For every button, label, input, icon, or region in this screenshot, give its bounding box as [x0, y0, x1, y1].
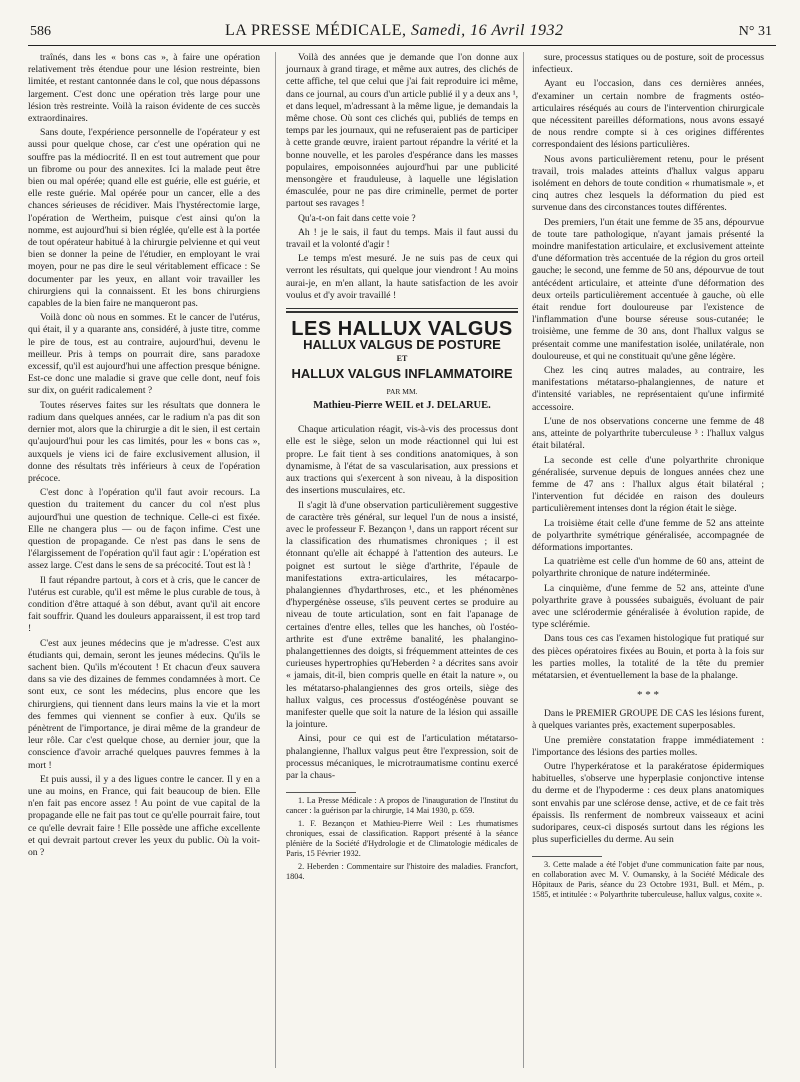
- column-1: [28, 52, 260, 861]
- footnote: 1. F. Bezançon et Mathieu-Pierre Weil : Les rhumatismes chroniques, essai de classification. Rapport présenté à la séance plénière de la Société d'Hydrologie et de Climatologie médicales de Paris, 15 Février 1932.: [286, 819, 518, 859]
- column-divider: [275, 52, 276, 1068]
- article-conjunction: ET: [396, 354, 408, 364]
- paragraph: C'est donc à l'opération qu'il faut avoir recours. La question du traitement du cancer du col n'est plus aujourd'hui une question de technique. Celle-ci est fixée. Elle ne changera plus — ou de façon infime. C'est une question de propagande. Ce n'est pas dans le sens de l'élargissement de l'opération qu'il faut agir : L'opération est assez large. C'est dans le sens de sa précocité. Tout est là !: [28, 487, 260, 572]
- paragraph: Dans le PREMIER GROUPE DE CAS les lésions furent, à quelques variantes près, exactement superposables.: [532, 708, 764, 732]
- paragraph: Le temps m'est mesuré. Je ne suis pas de ceux qui verront les résultats, qui quelque jour viendront ! Au moins aurai-je, en m'en allant, la haute satisfaction de les avoir voulus et d'y avoir travaillé !: [286, 253, 518, 301]
- paragraph: traînés, dans les « bons cas », à faire une opération relativement très étendue pour une lésion restreinte, bien limitée, et restant cantonnée dans le col, que nous dépassons largement. C'est donc une opération très large pour une lésion très restreinte. Voilà la raison évidente de ces succès extraordinaires.: [28, 52, 260, 125]
- paragraph: La seconde est celle d'une polyarthrite chronique généralisée, survenue depuis de longues années chez une femme de 47 ans : l'hallux algus était bilatéral ; l'intervention fut décidée en raison des douleurs particulièrement intenses dont la région était le siège.: [532, 454, 764, 515]
- paragraph: La cinquième, d'une femme de 52 ans, atteinte d'une polyarthrite grave à poussées subaiguës, évoluant de pair avec une sclérodermie généralisée à évolution rapide, de type sclérémie.: [532, 582, 764, 631]
- article-authors: Mathieu-Pierre WEIL et J. DELARUE.: [313, 400, 491, 412]
- paragraph: Voilà donc où nous en sommes. Et le cancer de l'utérus, qui était, il y a quarante ans, considéré, à juste titre, comme le pire de tous, est au contraire, aujourd'hui, devenu le meilleur. Pris à temps on pourrait dire, sans paradoxe excessif, qu'il est aujourd'hui une affection presque bénigne. Est-ce donc une maladie si grave que celle dont, neuf fois sur dix, on guérit radicalement ?: [28, 312, 260, 397]
- paragraph: Outre l'hyperkératose et la parakératose épidermiques habituelles, s'observe une hyperplasie conjonctive intense du derme et de l'hypoderme : ces deux plans anatomiques sont envahis par une sclérose dense, active, et de ce fait très épaissis. Ils renferment de nombreux vaisseaux et acini sudoripares, ceux-ci disposés surtout dans les régions les plus superficielles du derme. Au sein: [532, 760, 764, 846]
- article-separator: [286, 311, 518, 313]
- journal-title: [225, 22, 563, 40]
- page-number: 586: [30, 24, 51, 39]
- paragraph: sure, processus statiques ou de posture, soit de processus infectieux.: [532, 52, 764, 76]
- issue-number: N° 31: [738, 24, 772, 39]
- footnote-rule: [532, 856, 602, 857]
- paragraph: Ah ! je le sais, il faut du temps. Mais il faut aussi du travail et la volonté d'agir !: [286, 226, 518, 251]
- column-2: [286, 52, 518, 882]
- paragraph: C'est aux jeunes médecins que je m'adresse. C'est aux étudiants qui, demain, seront les jeunes médecins. Qu'ils le sachent bien. Qu'ils m'écoutent ! Et chacun d'eux sauvera dans sa vie des dizaines de femmes condamnées à mort. Ce sont eux, ce sont les médecins, plus encore que les chirurgiens, qui tiennent dans leurs mains la vie et la mort des femmes qui viennent se confier à eux. Qu'ils se pénètrent de l'importance, je dirai même de la grandeur de leur rôle. Car c'est quelque chose, au dernier jour, que la conscience d'avoir arraché quelques pauvres femmes à la mort !: [28, 637, 260, 771]
- article-subtitle: HALLUX VALGUS DE POSTURE: [303, 337, 501, 353]
- byline-prefix: PAR MM.: [386, 386, 418, 396]
- footnote: 1. La Presse Médicale : A propos de l'inauguration de l'Institut du cancer : la guérison par la chirurgie, 14 Mai 1930, p. 659.: [286, 796, 518, 816]
- paragraph: La quatrième est celle d'un homme de 60 ans, atteint de polyarthrite chronique de nature indéterminée.: [532, 556, 764, 580]
- paragraph: La troisième était celle d'une femme de 52 ans atteinte de polyarthrite symétrique généralisée, accompagnée de déformations importantes.: [532, 517, 764, 553]
- paragraph: Des premiers, l'un était une femme de 35 ans, dépourvue de toute tare pathologique, n'ayant jamais présenté la moindre manifestation articulaire, et exclusivement atteinte d'une déformation très accentuée de la région du gros orteil gauche; le second, une femme de 50 ans, dépourvue de tout antécédent articulaire, et atteinte d'une déformation des deux orteils particulièrement accentuée à gauche, où elle était rendue fort douloureuse par l'existence de l'inflammation d'une bourse séreuse sous-cutanée; le troisième, une femme de 30 ans, dont l'hallux valgus se présentait comme une manifestation isolée, unilatérale, non douloureuse, et qui ne constituait qu'une gêne légère.: [532, 216, 764, 362]
- paragraph: Il faut répandre partout, à cors et à cris, que le cancer de l'utérus est curable, qu'il est même le plus curable de tous, à condition d'être attaqué à son début, avant qu'il ait encore fait souffrir. Quand les douleurs apparaissent, il est trop tard !: [28, 574, 260, 635]
- newspaper-page: [20, 18, 778, 1068]
- article-heading: [286, 318, 518, 412]
- paragraph: Ainsi, pour ce qui est de l'articulation métatarso-phalangienne, l'hallux valgus peut être l'expression, soit de processus mécaniques, le microtraumatisme continu exercé par la chaus-: [286, 733, 518, 781]
- section-asterism: * * *: [637, 689, 659, 702]
- article-title: LES HALLUX VALGUS: [291, 318, 513, 341]
- paragraph: Et puis aussi, il y a des ligues contre le cancer. Il y en a une au moins, en France, qui fait beaucoup de bien. Elle n'en fait pas encore assez ! Au point de vue capital de la propagande elle ne fait pas tout ce qu'elle pourrait faire, tout ce qu'elle devrait faire ! Elle possède une affiche excellente et qui devrait partout crever les yeux du public. Où la voit-on ?: [28, 773, 260, 858]
- journal-name: LA PRESSE MÉDICALE,: [225, 22, 407, 39]
- paragraph: Chaque articulation réagit, vis-à-vis des processus dont elle est le siège, selon un mode réactionnel qui lui est propre. Le fait tient à ses conditions anatomiques, à son dynamisme, à l'état de sa vascularisation, aux pressions et aux tractions qui s'exercent à son niveau, à la disposition des insertions musculaires, etc.: [286, 424, 518, 497]
- column-divider: [523, 52, 524, 1068]
- paragraph: Il s'agit là d'une observation particulièrement suggestive de caractère très général, sur lequel l'un de nous a insisté, avec le professeur F. Bezançon ¹, dans un rapport récent sur la classification des rhumatismes chroniques ; il est étonnant qu'elle ait échappé à l'attention des auteurs. Le poignet est surtout le siège d'arthrite, l'épaule de manifestations extra-articulaires, les métacarpo-phalangiennes d'hydarthroses, etc., et les phénomènes d'hypergénèse osseuse, s'ils peuvent certes se produire au niveau de toute articulation, sont en fait l'apanage de certaines d'entre elles, telles que les hanches, où l'ostéo-arthrite est d'une extrême banalité, les phalangino-phalangettiennes des doigts, si fréquemment atteintes de ces curieuses hypertrophies qu'Heberden ² a décrites sans avoir « jamais, dit-il, bien compris quelle en était la nature », ou les métatarso-phalangiennes des gros orteils, siège des hallux valgus, ces processus d'ostéogénèse pouvant se manifester quelle que soit la nature de la lésion qui assaille la jointure.: [286, 499, 518, 731]
- footnote-rule: [286, 792, 356, 793]
- paragraph: Qu'a-t-on fait dans cette voie ?: [298, 212, 416, 224]
- paragraph: Voilà des années que je demande que l'on donne aux journaux à grand tirage, et même aux autres, des clichés de cette affiche, tel que celui que j'ai fait reproduire ici même, dans ce journal, au cours d'un article publié il y a deux ans ¹, et dans lequel, m'adressant à la même ligue, je demandais la même chose. Où sont ces clichés qui, publiés de temps en temps par les journaux, qui ne refuseraient pas de participer à cette grande œuvre, iraient partout répandre la vérité et la bonne nouvelle, et les paroles d'espérance dans les masses populaires, empoisonnées aujourd'hui par une publicité mensongère et frauduleuse, à laquelle une législation émasculée, pour ne pas dire criminelle, permet de porter partout ses ravages !: [286, 52, 518, 210]
- issue-date: Samedi, 16 Avril 1932: [411, 22, 564, 39]
- header-rule: [28, 45, 776, 46]
- page-header: [20, 18, 778, 46]
- paragraph: Sans doute, l'expérience personnelle de l'opérateur y est aussi pour quelque chose, car c'est une opération qui ne souffre pas la médiocrité. Il en est tout autrement que pour un fibrome ou pour des annexites. Ici la malade peut être bien ou mal opérée; quand elle est guérie, elle est guérie, et elle reste guérie. Mal opérée pour un cancer, elle a des chances sérieuses de récidiver. Mais l'hystérectomie large, l'opération de Wertheim, puisque c'est ainsi qu'on la nomme, est aujourd'hui si bien réglée, qu'elle est à la portée de tout opérateur habitué à la chirurgie pelvienne et qui veut bien se donner la peine de l'étudier, en employant le vrai moyen, pour ne pas dire le seul véritablement efficace : Se documenter par les yeux, en allant voir travailler les chirurgiens qui la connaissent. Et les bons chirurgiens capables de la bien faire ne manqueront pas.: [28, 127, 260, 310]
- article-separator: [286, 308, 518, 309]
- column-3: [532, 52, 764, 900]
- footnote: 3. Cette malade a été l'objet d'une communication faite par nous, en collaboration avec M. V. Oumansky, à la Société Médicale des Hôpitaux de Paris, séance du 23 Octobre 1931, Bull. et Mém., p. 1585, et intitulée : « Polyarthrite tuberculeuse, hallux valgus, coxite ».: [532, 860, 764, 900]
- article-subtitle: HALLUX VALGUS INFLAMMATOIRE: [291, 365, 513, 381]
- paragraph: Nous avons particulièrement retenu, pour le présent travail, trois malades atteints d'hallux valgus apparu isolément en dehors de toute condition « rhumatismale », et cinq autres chez lesquels la déformation du pied est survenue dans des circonstances toutes différentes.: [532, 153, 764, 214]
- footnote: 2. Heberden : Commentaire sur l'histoire des maladies. Francfort, 1804.: [286, 862, 518, 882]
- paragraph: Ayant eu l'occasion, dans ces dernières années, d'examiner un certain nombre de fragments ostéo-articulaires réséqués au cours de l'intervention chirurgicale que nécessitent pareilles déformations, nous avons essayé de nous rendre compte si à ces origines différentes correspondaient des lésions particulières.: [532, 78, 764, 151]
- paragraph: L'une de nos observations concerne une femme de 48 ans, atteinte de polyarthrite tuberculeuse ³ : l'hallux valgus était bilatéral.: [532, 415, 764, 452]
- paragraph: Dans tous ces cas l'examen histologique fut pratiqué sur des pièces opératoires fixées au Bouin, et porta à la fois sur les parties molles, la totalité de la tête du premier métatarsien, et éventuellement la base de la phalange.: [532, 633, 764, 681]
- paragraph: Chez les cinq autres malades, au contraire, les manifestations métatarso-phalangiennes, de nature et d'intensité variables, ne représentaient qu'une infirmité accessoire.: [532, 365, 764, 413]
- paragraph: Toutes réserves faites sur les résultats que donnera le radium dans quelques années, car le radium n'a pas dit son dernier mot, alors que la chirurgie a dit le sien, il est certain qu'aujourd'hui pour les cas limités, pour les « bons cas », auxquels je viens ici de faire exclusivement allusion, il donne des résultats très inférieurs à ceux de l'opération précoce.: [28, 399, 260, 484]
- paragraph: Une première constatation frappe immédiatement : l'importance des lésions des parties molles.: [532, 734, 764, 758]
